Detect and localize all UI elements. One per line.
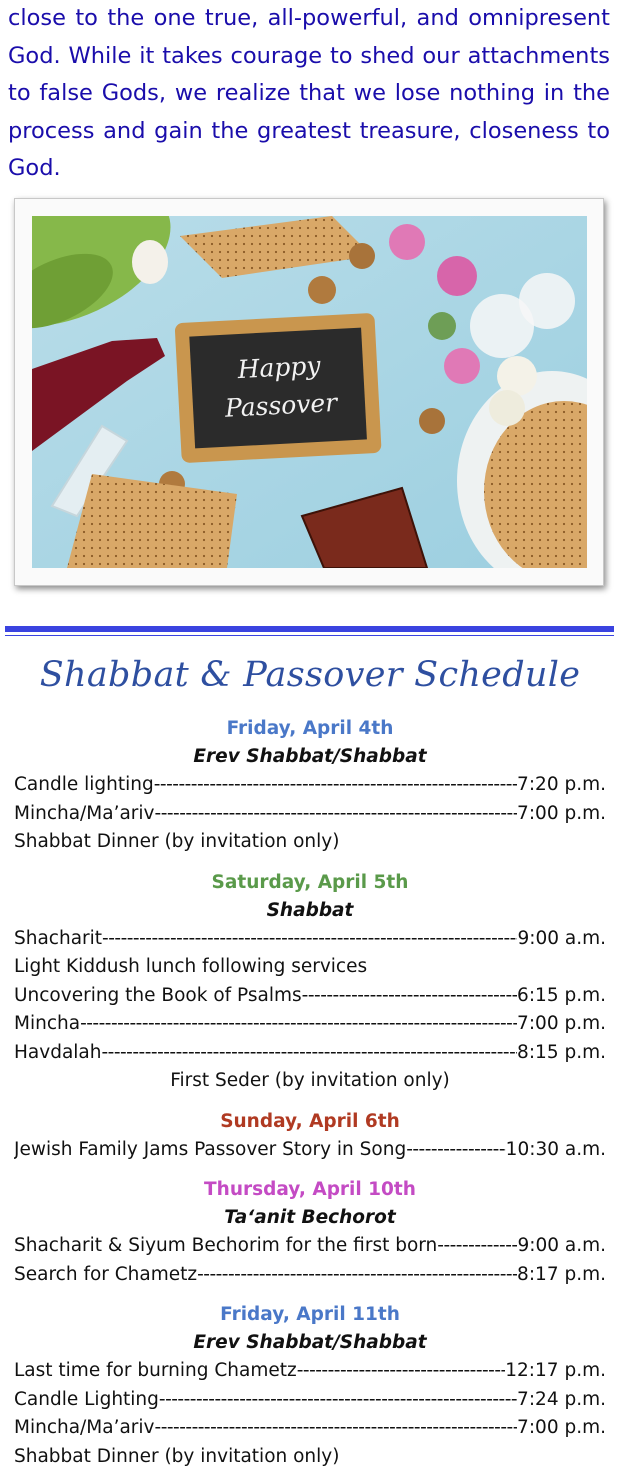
section-divider-thick — [5, 626, 614, 632]
day-note: Shabbat Dinner (by invitation only) — [14, 1445, 340, 1467]
chalkboard — [175, 313, 382, 463]
day-block-friday-apr-11 — [14, 1300, 606, 1471]
intro-paragraph: close to the one true, all-powerful, and omnipresent God. While it takes courage to shed our attachments to false Gods, we realize that we lose nothing in the process and gain the greatest treasure, closeness to God. — [8, 5, 610, 181]
event-label: Candle Lighting — [14, 1388, 159, 1410]
gypsophila — [519, 273, 575, 329]
schedule-row — [14, 1232, 606, 1261]
passover-photo — [32, 216, 587, 568]
event-label: Last time for burning Chametz — [14, 1360, 297, 1381]
passover-photo-frame — [14, 198, 604, 586]
schedule-row — [14, 800, 606, 829]
event-label: Uncovering the Book of Psalms — [14, 984, 302, 1006]
day-heading: Friday, April 11th — [220, 1304, 400, 1325]
day-subtitle: Erev Shabbat/Shabbat — [193, 1332, 427, 1353]
event-time: 9:00 a.m. — [517, 1235, 606, 1256]
day-subtitle: Erev Shabbat/Shabbat — [193, 746, 427, 767]
day-note: Light Kiddush lunch following services — [14, 956, 368, 977]
day-closing-note: First Seder (by invitation only) — [170, 1070, 450, 1091]
dot-leader — [437, 1232, 517, 1261]
dot-leader — [159, 1386, 517, 1415]
green-leaf — [428, 312, 456, 340]
pink-rose — [389, 224, 425, 260]
dot-leader — [406, 1136, 505, 1165]
day-block-friday-apr-4 — [14, 714, 606, 857]
egg — [132, 240, 168, 284]
schedule-row — [14, 1136, 606, 1165]
schedule-row — [14, 1414, 606, 1443]
day-block-sunday-apr-6 — [14, 1107, 606, 1165]
event-label: Jewish Family Jams Passover Story in Song — [14, 1138, 407, 1160]
event-label: Shacharit — [14, 927, 103, 949]
event-label: Havdalah — [14, 1041, 102, 1063]
schedule-row — [14, 1261, 606, 1290]
event-time: 7:00 p.m. — [517, 1417, 606, 1438]
event-time: 8:15 p.m. — [517, 1041, 606, 1063]
dot-leader — [155, 800, 518, 829]
walnut — [419, 408, 445, 434]
schedule-row — [14, 982, 606, 1011]
white-rose — [489, 390, 525, 426]
dot-leader — [155, 1414, 518, 1443]
schedule-row — [14, 1386, 606, 1415]
day-block-thursday-apr-10 — [14, 1175, 606, 1289]
event-label: Shacharit & Siyum Bechorim for the first born — [14, 1235, 438, 1256]
event-label: Mincha/Ma’ariv — [14, 802, 155, 824]
day-subtitle: Ta‘anit Bechorot — [224, 1207, 396, 1228]
event-label: Mincha — [14, 1013, 81, 1034]
event-time: 10:30 a.m. — [505, 1138, 606, 1160]
dot-leader — [80, 1010, 517, 1039]
schedule-title: Shabbat & Passover Schedule — [39, 655, 581, 695]
event-time: 7:00 p.m. — [517, 1013, 606, 1034]
dot-leader — [197, 1261, 517, 1290]
schedule-row — [14, 1039, 606, 1068]
event-label: Mincha/Ma’ariv — [14, 1417, 155, 1438]
event-time: 9:00 a.m. — [517, 927, 606, 949]
event-time: 7:24 p.m. — [517, 1388, 606, 1410]
walnut — [349, 243, 375, 269]
dot-leader — [101, 1039, 517, 1068]
event-time: 7:20 p.m. — [517, 774, 606, 795]
pink-rose — [444, 348, 480, 384]
event-time: 12:17 p.m. — [505, 1360, 606, 1381]
day-subtitle: Shabbat — [266, 899, 354, 921]
dot-leader — [154, 771, 517, 800]
day-heading: Thursday, April 10th — [204, 1179, 416, 1200]
walnut — [308, 276, 336, 304]
day-heading: Friday, April 4th — [226, 718, 394, 739]
day-heading: Saturday, April 5th — [211, 871, 409, 893]
event-label: Search for Chametz — [14, 1263, 198, 1285]
schedule-row — [14, 1357, 606, 1386]
day-heading: Sunday, April 6th — [220, 1110, 400, 1132]
chalkboard-line1: Happy — [236, 350, 322, 385]
section-divider-thin — [5, 635, 614, 636]
day-note: Shabbat Dinner (by invitation only) — [14, 831, 340, 852]
event-time: 7:00 p.m. — [517, 802, 606, 824]
day-block-saturday-apr-5 — [14, 868, 606, 1096]
pink-rose — [437, 256, 477, 296]
event-time: 8:17 p.m. — [517, 1263, 606, 1285]
dot-leader — [297, 1357, 506, 1386]
chalkboard-line2: Passover — [224, 387, 338, 423]
schedule — [14, 714, 606, 1471]
dot-leader — [302, 982, 517, 1011]
schedule-row — [14, 1010, 606, 1039]
schedule-row — [14, 925, 606, 954]
dot-leader — [102, 925, 517, 954]
white-rose — [497, 356, 537, 396]
event-time: 6:15 p.m. — [517, 984, 606, 1006]
schedule-row — [14, 771, 606, 800]
event-label: Candle lighting — [14, 774, 154, 795]
